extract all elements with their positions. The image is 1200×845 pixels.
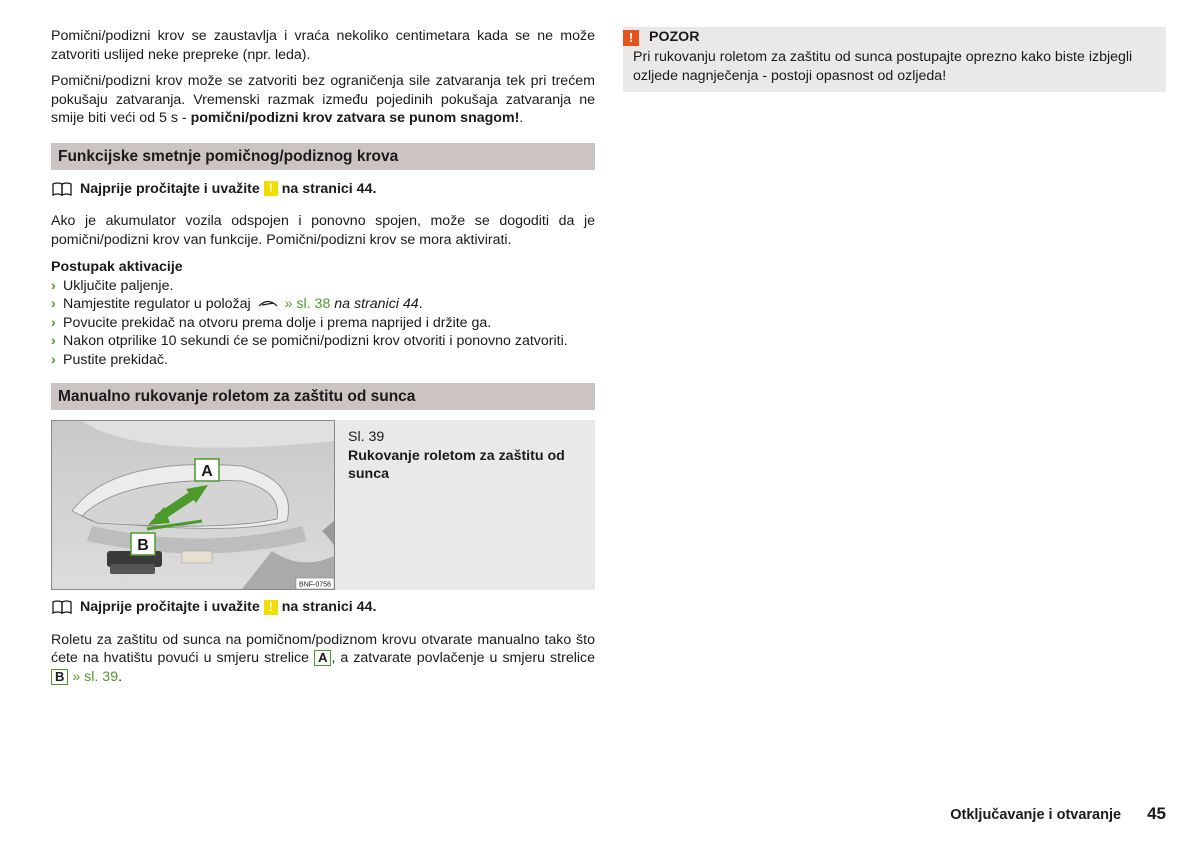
paragraph-sunblind xyxy=(51,631,595,687)
read-first-note xyxy=(51,598,595,617)
read-first-text: Najprije pročitajte i uvažite xyxy=(80,180,260,197)
read-first-note xyxy=(51,180,595,199)
read-first-page-link[interactable]: na stranici 44. xyxy=(281,599,377,615)
chevron-icon: › xyxy=(51,296,56,312)
chevron-icon: › xyxy=(51,333,56,349)
footer-chapter-title: Otključavanje i otvaranje xyxy=(950,807,1122,823)
closing-force-end: . xyxy=(519,110,524,126)
figure-label-a: A xyxy=(201,463,213,480)
page-number: 45 xyxy=(1147,804,1166,823)
arrow-ref-b: B xyxy=(51,669,68,685)
figure-39 xyxy=(51,420,595,590)
step-item xyxy=(51,314,595,333)
chevron-icon: › xyxy=(51,314,56,331)
paragraph-closing-force xyxy=(51,72,595,128)
sunroof-tilt-symbol-icon xyxy=(257,298,279,308)
step-text: Uključite paljenje. xyxy=(63,277,174,294)
warning-square-icon: ! xyxy=(264,181,278,196)
right-column xyxy=(623,27,1166,92)
closing-force-text: Pomični/podizni krov može se zatvoriti bez ograničenja sile zatvaranja tek pri trećem pokušaju zatvaranja. Vremenski razmak između pojedinih pokušaja zatvaranja ne smije biti veći od 5 s - xyxy=(51,73,595,126)
step-item xyxy=(51,277,595,296)
warning-box xyxy=(623,27,1166,92)
sunblind-text: Roletu za zaštitu od sunca na pomičnom/podiznom krovu otvarate manualno tako što ćete na hvatištu povući u smjeru strelice xyxy=(51,631,595,666)
warning-text: Pri rukovanju roletom za zaštitu od sunca postupajte oprezno kako biste izbjegli ozljede nagnječenja - postoji opasnost od ozljeda! xyxy=(633,49,1133,84)
figure-label-b: B xyxy=(137,537,149,554)
figure-39-link[interactable]: » sl. 39 xyxy=(72,668,119,685)
read-first-page-link[interactable]: na stranici 44. xyxy=(281,180,377,197)
page-ref-italic: na stranici 44 xyxy=(334,296,419,312)
paragraph-battery: Ako je akumulator vozila odspojen i ponovno spojen, može se dogoditi da je pomični/podizni krov van funkcije. Pomični/podizni krov se mora aktivirati. xyxy=(51,213,595,248)
figure-caption xyxy=(335,420,595,590)
sunblind-end: . xyxy=(118,668,123,685)
section-heading-sunblind: Manualno rukovanje roletom za zaštitu od sunca xyxy=(51,383,595,410)
page-footer xyxy=(950,805,1166,825)
step-text: Pustite prekidač. xyxy=(63,351,168,368)
arrow-ref-a: A xyxy=(314,650,331,666)
chevron-icon: › xyxy=(51,351,56,368)
warning-header xyxy=(623,27,1156,48)
sunblind-text-b: , a zatvarate povlačenje u smjeru strelice xyxy=(331,650,595,666)
step-end: . xyxy=(418,296,423,312)
step-text: Namjestite regulator u položaj xyxy=(63,296,251,312)
warning-icon: ! xyxy=(623,30,639,46)
sunroof-drawing xyxy=(52,421,334,589)
book-icon xyxy=(51,181,73,197)
paragraph-obstacle: Pomični/podizni krov se zaustavlja i vraća nekoliko centimetara kada se ne može zatvoriti uslijed neke prepreke (npr. leda). xyxy=(51,28,595,63)
left-column xyxy=(51,27,595,686)
closing-force-bold: pomični/podizni krov zatvara se punom snagom! xyxy=(190,110,520,126)
figure-code: BNF-0758 xyxy=(299,581,331,589)
section-heading-malfunctions: Funkcijske smetnje pomičnog/podiznog krova xyxy=(51,143,595,170)
sunroof-illustration xyxy=(51,420,335,590)
figure-number: Sl. 39 xyxy=(348,429,385,445)
warning-square-icon: ! xyxy=(264,600,278,615)
figure-38-link[interactable]: » sl. 38 xyxy=(284,296,331,312)
step-text: Nakon otprilike 10 sekundi će se pomični/podizni krov otvoriti i ponovno zatvoriti. xyxy=(63,333,568,349)
book-icon xyxy=(51,599,73,615)
step-item xyxy=(51,351,595,370)
warning-title: POZOR xyxy=(649,29,700,46)
step-text: Povucite prekidač na otvoru prema dolje i prema naprijed i držite ga. xyxy=(63,314,492,331)
figure-title: Rukovanje roletom za zaštitu od sunca xyxy=(348,447,565,482)
steps-title: Postupak aktivacije xyxy=(51,259,183,275)
read-first-text: Najprije pročitajte i uvažite xyxy=(80,599,260,615)
step-item xyxy=(51,295,595,314)
step-item xyxy=(51,332,595,351)
chevron-icon: › xyxy=(51,277,56,294)
